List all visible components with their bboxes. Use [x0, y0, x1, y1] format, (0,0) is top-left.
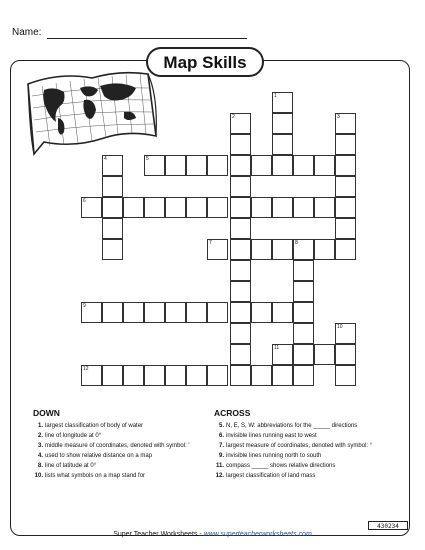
clue-text: line of longitude at 0° — [45, 433, 102, 439]
clue-item — [33, 422, 213, 430]
clue-text: largest classification of land mass — [226, 473, 316, 479]
clue-number: 1 — [274, 93, 277, 99]
footer-brand: Super Teacher Worksheets - — [113, 531, 204, 538]
clue-item — [214, 432, 394, 440]
across-heading: ACROSS — [214, 408, 251, 418]
clue-item — [214, 442, 394, 450]
clue-num: 12. — [215, 473, 224, 479]
clue-text: N, E, S, W: abbreviations for the _____ directions — [226, 423, 358, 429]
clue-num: 5. — [218, 423, 224, 429]
footer-site-link[interactable]: www.superteacherworksheets.com — [203, 531, 312, 538]
clue-item — [33, 472, 213, 480]
clue-item — [214, 462, 394, 470]
clue-number: 8 — [295, 240, 298, 246]
clue-item — [33, 452, 213, 460]
clue-number: 7 — [209, 240, 212, 246]
clue-num: 4. — [37, 453, 43, 459]
clue-item — [33, 432, 213, 440]
clue-number: 11 — [274, 345, 280, 351]
clue-text: largest classification of body of water — [45, 423, 144, 429]
clue-text: compass _____ shows relative directions — [226, 463, 336, 469]
clue-num: 6. — [218, 433, 224, 439]
down-heading: DOWN — [33, 408, 60, 418]
clue-number: 5 — [146, 156, 149, 162]
clue-num: 3. — [37, 443, 43, 449]
clue-num: 9. — [218, 453, 224, 459]
clue-item — [33, 462, 213, 470]
footer — [0, 531, 425, 538]
down-clue-list — [33, 422, 213, 482]
across-clue-list — [214, 422, 394, 482]
clue-number: 6 — [83, 198, 86, 204]
clue-num: 8. — [37, 463, 43, 469]
name-line[interactable] — [47, 38, 247, 39]
clue-number: 9 — [83, 303, 86, 309]
clue-text: line of latitude at 0° — [45, 463, 97, 469]
clue-number: 10 — [337, 324, 343, 330]
clue-number: 12 — [83, 366, 89, 372]
clue-item — [214, 452, 394, 460]
clue-num: 11. — [215, 463, 224, 469]
clue-text: largest measure of coordinates, denoted with symbol: ° — [226, 443, 373, 449]
clue-item — [214, 422, 394, 430]
clue-num: 1. — [37, 423, 43, 429]
clue-number: 4 — [104, 156, 107, 162]
clue-num: 7. — [218, 443, 224, 449]
name-label: Name: — [12, 27, 42, 38]
clue-text: lists what symbols on a map stand for — [45, 473, 146, 479]
clue-item — [33, 442, 213, 450]
clue-number: 3 — [337, 114, 340, 120]
clue-text: used to show relative distance on a map — [45, 453, 153, 459]
clue-num: 10. — [34, 473, 43, 479]
clue-number: 2 — [232, 114, 235, 120]
clue-text: invisible lines running north to south — [226, 453, 322, 459]
clue-text: invisible lines running east to west — [226, 433, 317, 439]
worksheet-title: Map Skills — [146, 47, 264, 77]
world-map-illustration — [20, 66, 160, 166]
clue-num: 2. — [37, 433, 43, 439]
worksheet-code: 430234 — [368, 521, 408, 530]
clue-text: middle measure of coordinates, denoted with symbol: ' — [45, 443, 190, 449]
clue-item — [214, 472, 394, 480]
